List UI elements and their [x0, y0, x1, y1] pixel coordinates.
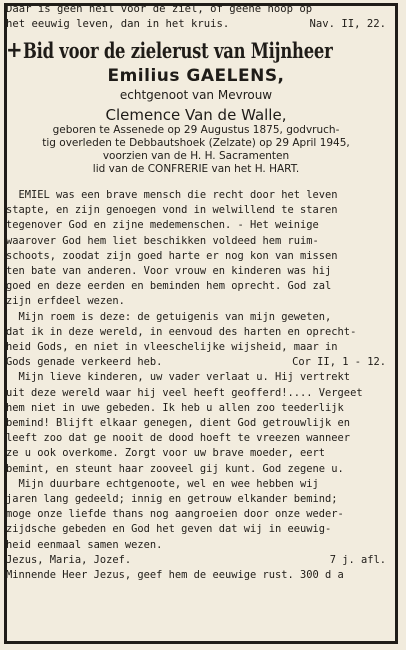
title-row [6, 38, 386, 63]
bio-line: tig overleden te Debbautshoek (Zelzate) op 29 April 1945, [42, 137, 350, 149]
text-line: ze u ook overkome. Zorgt voor uw brave moeder, eert [6, 447, 326, 460]
prayer-text: Minnende Heer Jezus, geef hem de eeuwige rust. 300 d a [6, 569, 344, 582]
card-content [6, 2, 386, 583]
text-line: heid Gods, en niet in vleeschelijke wijsheid, maar in [6, 341, 338, 354]
indulgence-text: 7 j. afl. [329, 553, 386, 566]
biography [6, 124, 386, 176]
scripture-reference: Cor II, 1 - 12. [292, 356, 386, 369]
bio-line: voorzien van de H. H. Sacramenten [102, 150, 290, 162]
text-line: EMIEL was een brave mensch die recht door het leven [6, 189, 338, 201]
text-line: Mijn duurbare echtgenoote, wel en wee hebben wij [6, 477, 319, 490]
page-title: Bid voor de zielerust van Mijnheer [22, 38, 333, 63]
cross-icon: + [6, 38, 23, 63]
text-line: zijdsche gebeden en God het geven dat wij in eeuwig- [6, 523, 332, 536]
bio-line: lid van de CONFRERIE van het H. HART. [92, 163, 300, 175]
prayer-line [6, 553, 386, 568]
text-line: hem niet in uwe gebeden. Ik heb u allen zoo teederlijk [6, 401, 344, 414]
text-line: Mijn roem is deze: de getuigenis van mijn geweten, [6, 310, 332, 323]
text-line: dat ik in deze wereld, in eenvoud des harten en oprecht- [6, 325, 357, 338]
text-line: Mijn lieve kinderen, uw vader verlaat u. Hij vertrekt [6, 371, 351, 384]
scripture-line [6, 355, 386, 370]
bio-line: geboren te Assenede op 29 Augustus 1875, godvruch- [52, 124, 340, 136]
text-line: heid eenmaal samen wezen. [6, 538, 163, 551]
text-line: uit deze wereld waar hij veel heeft geofferd!.... Vergeet [6, 386, 363, 399]
text-line: zijn erfdeel wezen. [6, 295, 125, 308]
deceased-name: Emilius GAELENS, [107, 66, 285, 86]
text-line: bemind! Blijft elkaar genegen, dient God getrouwlijk en [6, 417, 351, 430]
text-line: ten bate van anderen. Voor vrouw en kinderen was hij [6, 265, 332, 278]
text-line: moge onze liefde thans nog aangroeien door onze weder- [6, 508, 344, 521]
spouse-name: Clemence Van de Walle, [105, 106, 287, 124]
text-line: stapte, en zijn genoegen vond in welwillend te staren [6, 204, 338, 217]
verse-line-1: Daar is geen heil voor de ziel, of geene hoop op [6, 3, 313, 15]
text-line: Gods genade verkeerd heb. [6, 356, 163, 369]
text-line: leeft zoo dat ge nooit de dood hoeft te vreezen wanneer [6, 432, 351, 445]
verse-line-2: het eeuwig leven, dan in het kruis. [6, 18, 230, 30]
memorial-text [6, 188, 386, 583]
verse-reference: Nav. II, 22. [309, 18, 386, 30]
opening-verse [6, 2, 386, 32]
text-line: goed en deze eerden en beminden hem oprecht. God zal [6, 280, 332, 293]
text-line: jaren lang gedeeld; innig en getrouw elkander bemind; [6, 493, 338, 506]
text-line: tegenover God en zijne medemenschen. - Het weinige [6, 219, 319, 232]
spouse-label: echtgenoot van Mevrouw [119, 88, 273, 102]
text-line: schoots, zoodat zijn goed harte er nog kon van missen [6, 249, 338, 262]
prayer-text: Jezus, Maria, Jozef. [6, 553, 132, 566]
text-line: bemint, en steunt haar zooveel gij kunt. God zegene u. [6, 462, 344, 475]
text-line: waarover God hem liet beschikken voldeed hem ruim- [6, 234, 319, 247]
